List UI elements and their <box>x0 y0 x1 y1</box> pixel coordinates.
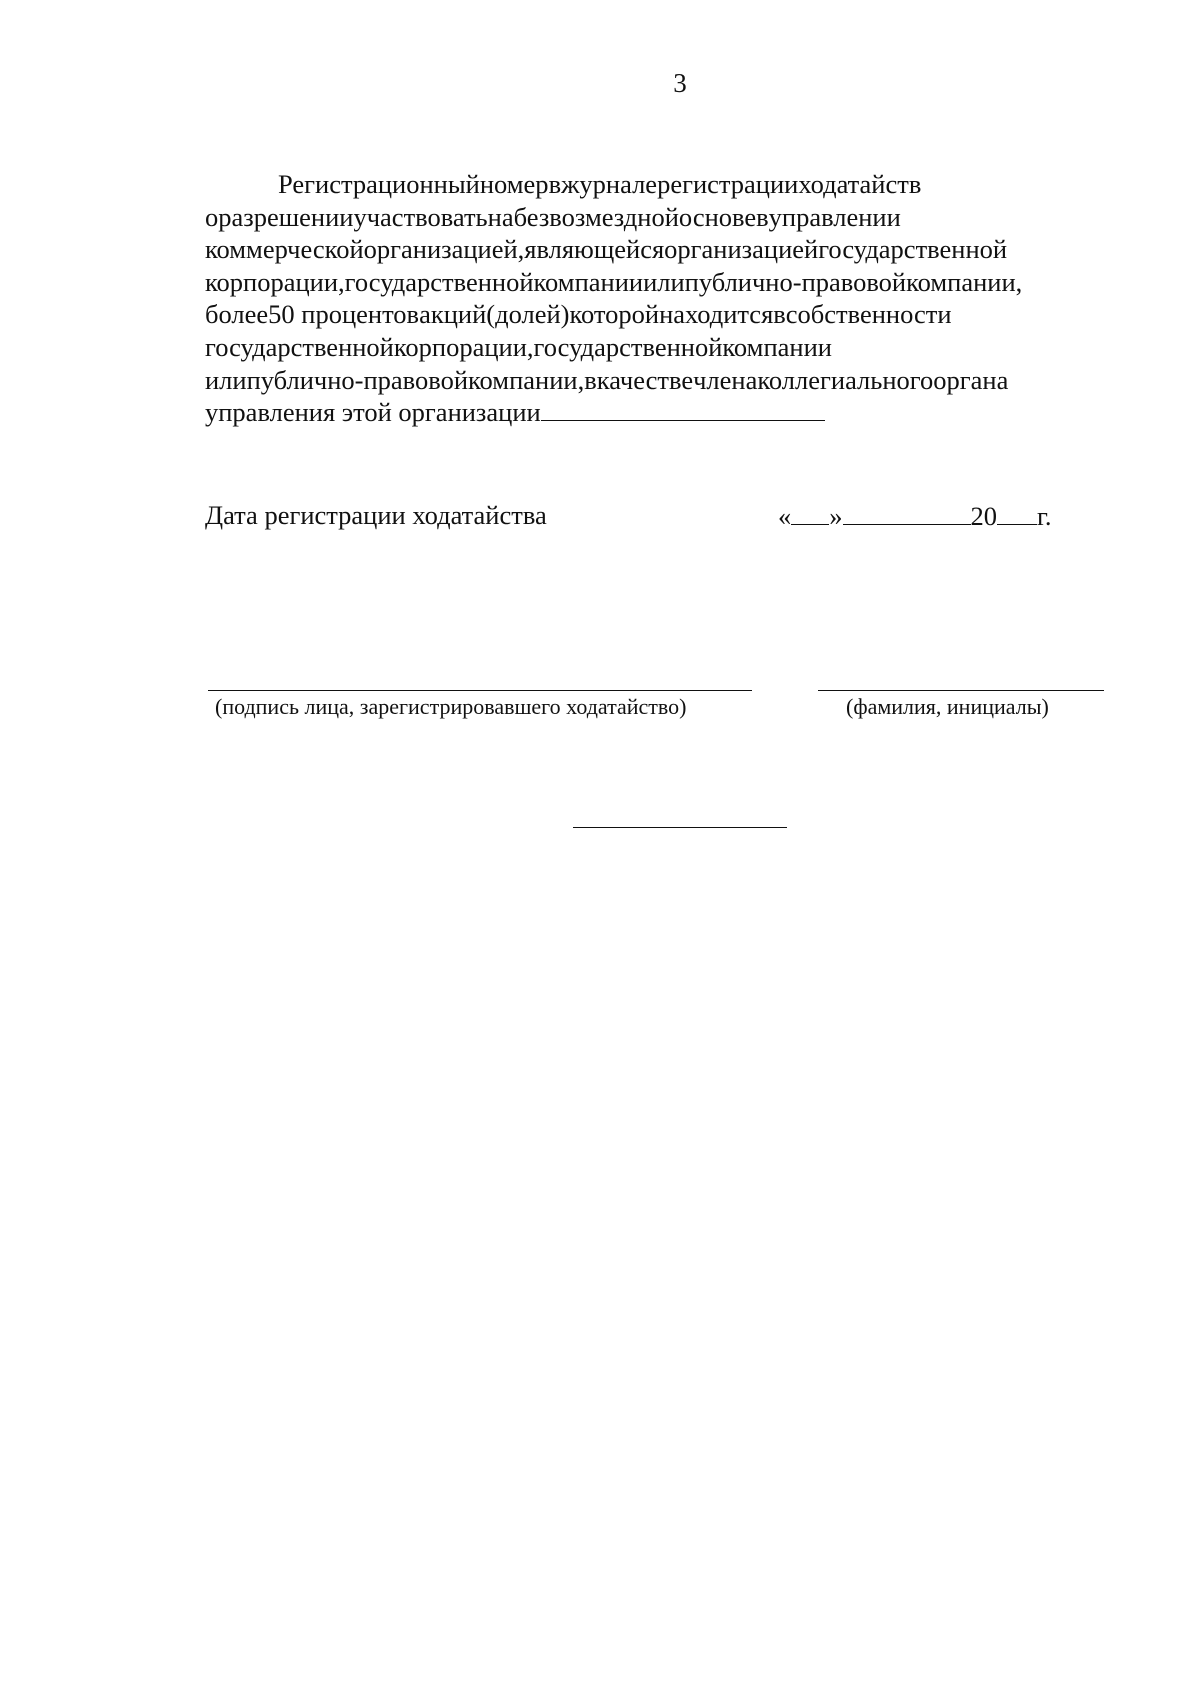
date-year-prefix: 20 <box>970 501 997 531</box>
paragraph-word: в <box>756 201 769 232</box>
paragraph-word: собственности <box>785 299 952 330</box>
paragraph-word: или <box>643 266 685 297</box>
paragraph-word: органа <box>933 364 1009 395</box>
end-separator-line <box>573 827 787 828</box>
date-year-blank[interactable] <box>997 500 1037 525</box>
paragraph-word: государственной <box>205 331 394 362</box>
paragraph-line <box>205 331 1151 364</box>
name-caption: (фамилия, инициалы) <box>846 694 1049 719</box>
paragraph-word: или <box>205 364 247 395</box>
paragraph-line <box>205 266 1151 299</box>
paragraph-word: коммерческой <box>205 234 364 265</box>
page-number: 3 <box>673 68 687 98</box>
paragraph-word: государственной <box>818 234 1008 265</box>
paragraph-word: компании <box>533 266 644 297</box>
paragraph-word: публично-правовой <box>246 364 469 395</box>
signature-caption: (подпись лица, зарегистрировавшего ходатайство) <box>215 694 687 719</box>
paragraph-word: качестве <box>596 364 694 395</box>
paragraph-word: основе <box>678 201 757 232</box>
paragraph-word: акций <box>419 299 487 330</box>
paragraph-word: разрешении <box>218 201 354 232</box>
paragraph-word: корпорации, <box>393 331 534 362</box>
paragraph-word: компании, <box>906 266 1023 297</box>
date-open-quote: « <box>778 501 792 531</box>
registration-number-paragraph <box>205 168 1151 429</box>
registration-number-blank[interactable] <box>541 396 825 421</box>
paragraph-word: номер <box>479 169 549 199</box>
paragraph-word: государственной <box>533 331 723 362</box>
paragraph-word: государственной <box>344 266 534 297</box>
paragraph-word: на <box>487 201 514 232</box>
date-year-suffix: г. <box>1037 501 1052 531</box>
paragraph-word: корпорации, <box>205 266 345 297</box>
paragraph-word: члена <box>693 364 758 395</box>
paragraph-line <box>205 298 1151 331</box>
paragraph-word: регистрации <box>657 169 799 199</box>
paragraph-word: в <box>584 364 597 395</box>
paragraph-word: организацией, <box>363 234 525 265</box>
paragraph-word: о <box>205 201 219 232</box>
paragraph-word: безвозмездной <box>513 201 679 232</box>
paragraph-word: в <box>773 299 786 330</box>
date-close-quote: » <box>829 501 843 531</box>
paragraph-word: которой <box>569 299 660 330</box>
paragraph-line <box>205 233 1151 266</box>
paragraph-word: находится <box>659 299 774 330</box>
paragraph-word: организацией <box>664 234 819 265</box>
paragraph-last-line-text: управления этой организации <box>205 397 541 428</box>
paragraph-word: в <box>548 169 562 199</box>
paragraph-word: управлении <box>768 201 901 232</box>
name-line[interactable] <box>818 690 1104 691</box>
paragraph-word: журнале <box>561 169 658 199</box>
paragraph-last-line <box>205 396 1151 429</box>
paragraph-word: являющейся <box>524 234 665 265</box>
paragraph-line <box>205 168 1151 201</box>
date-day-blank[interactable] <box>791 500 829 525</box>
paragraph-word: публично-правовой <box>684 266 907 297</box>
paragraph-word: участвовать <box>353 201 488 232</box>
paragraph-word: компании <box>722 331 832 362</box>
paragraph-word: (долей) <box>486 299 570 330</box>
date-month-blank[interactable] <box>843 500 971 525</box>
paragraph-line <box>205 364 1151 397</box>
signature-line[interactable] <box>208 690 752 691</box>
date-field <box>778 500 1052 532</box>
paragraph-word: компании, <box>468 364 585 395</box>
paragraph-word: 50 процентов <box>268 299 420 330</box>
paragraph-line <box>205 201 1151 234</box>
paragraph-word: ходатайств <box>798 169 922 199</box>
date-label: Дата регистрации ходатайства <box>205 500 547 530</box>
paragraph-word: более <box>205 299 269 330</box>
paragraph-word: Регистрационный <box>278 169 480 199</box>
paragraph-word: коллегиального <box>757 364 934 395</box>
